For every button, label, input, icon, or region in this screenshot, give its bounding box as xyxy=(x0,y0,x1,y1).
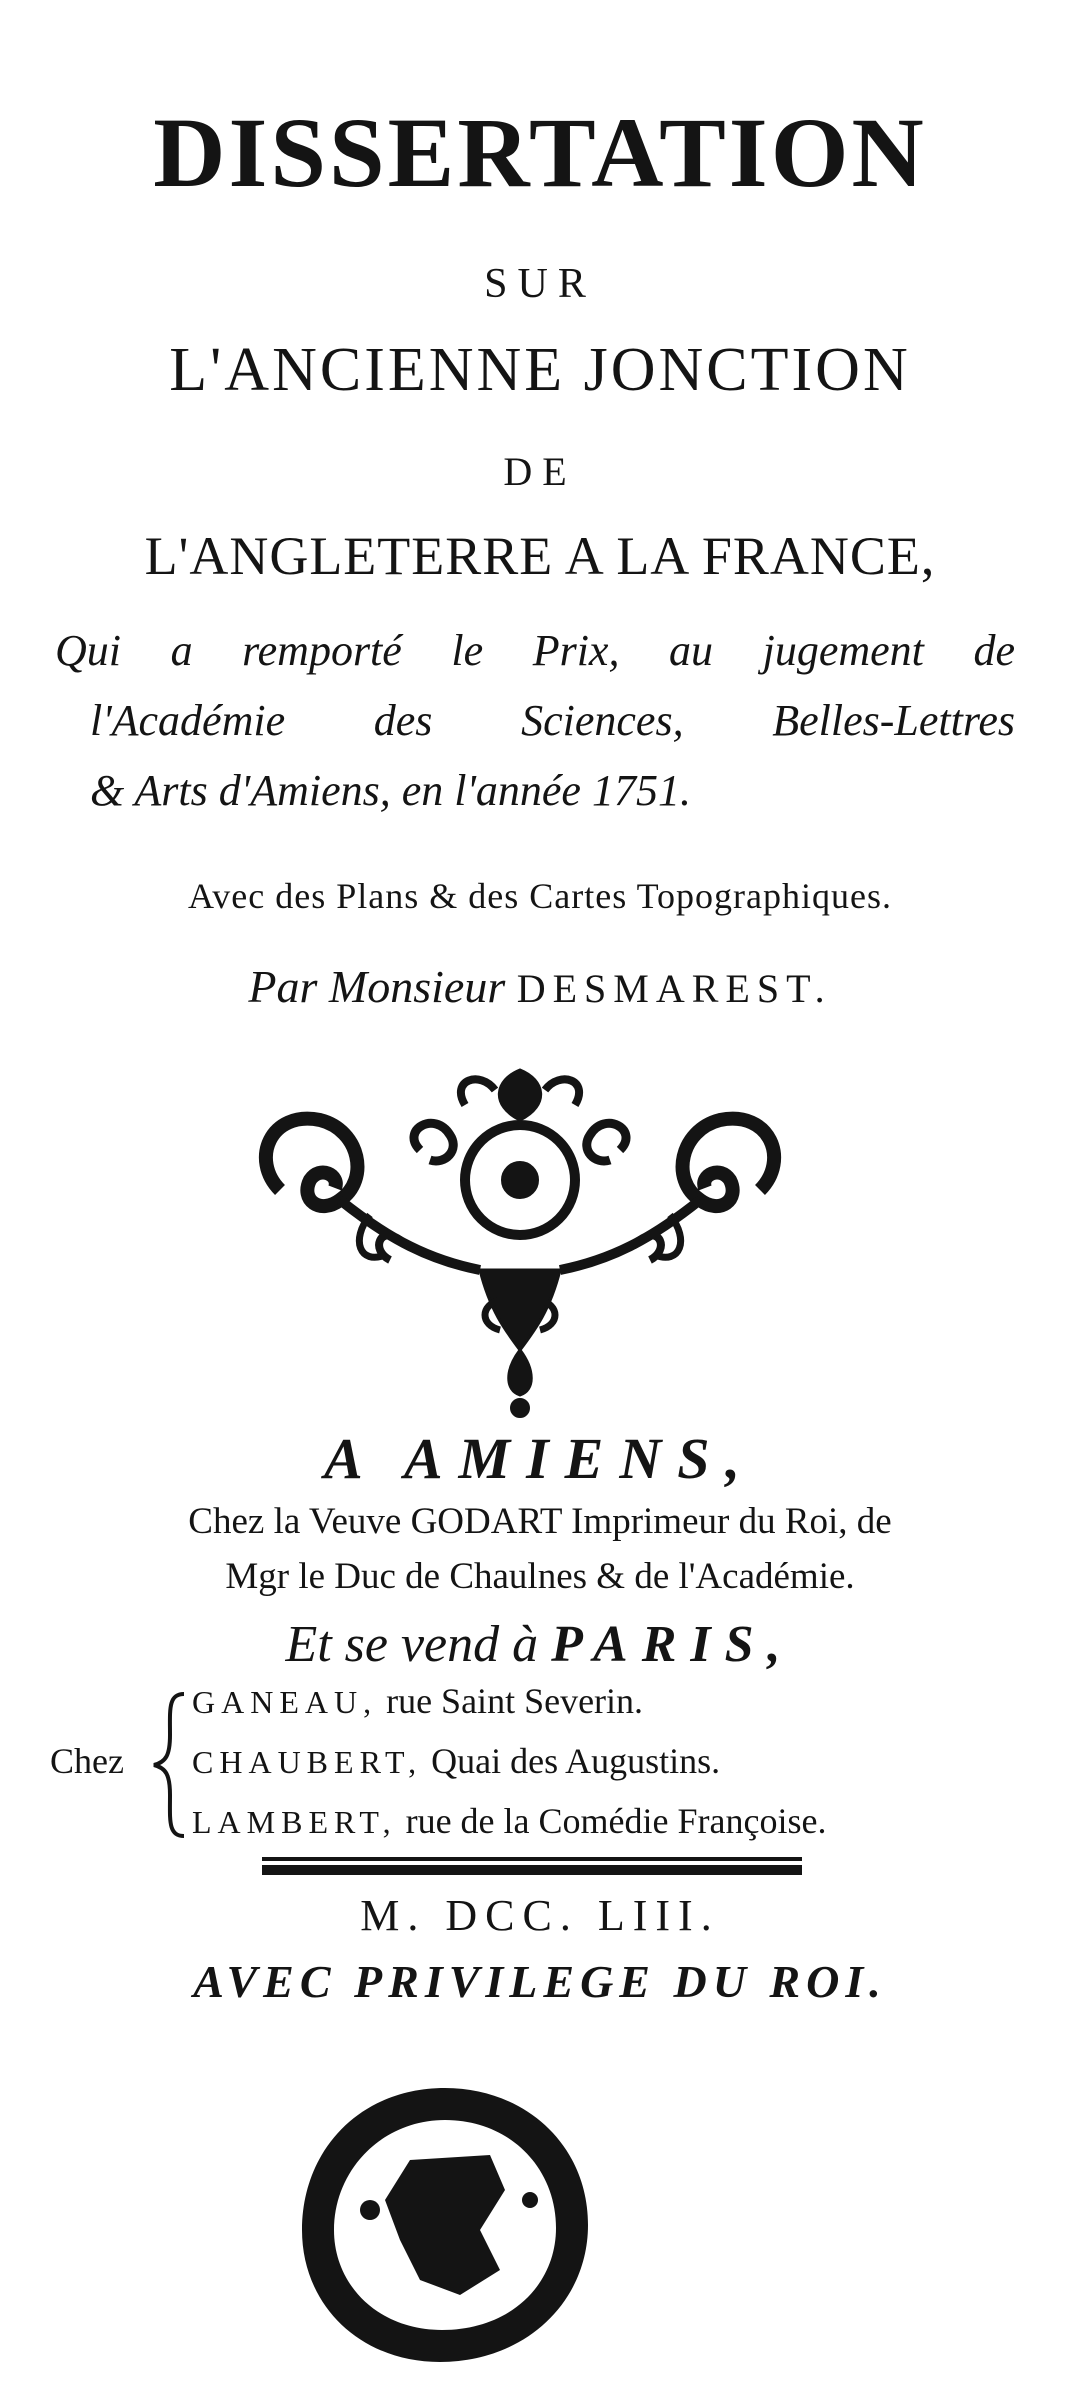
fleuron-ornament-icon xyxy=(250,1050,790,1430)
paris-city: PARIS, xyxy=(551,1616,795,1673)
author-line xyxy=(0,960,1080,1013)
author-name: DESMAREST. xyxy=(516,966,832,1011)
seller-address: rue Saint Severin. xyxy=(386,1681,644,1721)
paris-prefix: Et se vend à xyxy=(285,1616,539,1673)
seller-name: CHAUBERT, xyxy=(192,1744,423,1780)
seller-name: GANEAU, xyxy=(192,1684,378,1720)
publication-year: M. DCC. LIII. xyxy=(360,1891,720,1940)
subtitle-sur: SUR xyxy=(484,261,596,307)
seller-item xyxy=(192,1800,826,1842)
plans-note: Avec des Plans & des Cartes Topographiques. xyxy=(187,876,893,916)
prize-line-2: l'Académie des Sciences, Belles-Lettres xyxy=(90,696,1015,745)
imprint-city: A AMIENS, xyxy=(324,1426,756,1491)
seller-name: LAMBERT, xyxy=(192,1804,397,1840)
printer-line-1: Chez la Veuve GODART Imprimeur du Roi, de xyxy=(188,1501,892,1542)
privilege-line: AVEC PRIVILEGE DU ROI. xyxy=(193,1956,887,2007)
prize-line-3: & Arts d'Amiens, en l'année 1751. xyxy=(90,766,691,815)
page-title: DISSERTATION xyxy=(153,97,927,208)
author-prefix: Par Monsieur xyxy=(248,961,506,1012)
library-stamp-icon xyxy=(290,2080,600,2370)
seller-address: Quai des Augustins. xyxy=(431,1741,721,1781)
seller-address: rue de la Comédie Françoise. xyxy=(405,1801,827,1841)
paris-line xyxy=(0,1615,1080,1674)
subtitle-jonction: L'ANCIENNE JONCTION xyxy=(169,336,911,404)
subtitle-angleterre: L'ANGLETERRE A LA FRANCE, xyxy=(144,526,936,586)
brace-icon xyxy=(148,1690,188,1840)
seller-item xyxy=(192,1680,643,1722)
seller-item xyxy=(192,1740,720,1782)
printer-line-2: Mgr le Duc de Chaulnes & de l'Académie. xyxy=(225,1556,855,1597)
prize-line-1: Qui a remporté le Prix, au jugement de xyxy=(55,626,1015,675)
subtitle-de: DE xyxy=(503,449,577,494)
chez-label: Chez xyxy=(50,1741,124,1781)
double-rule-divider xyxy=(262,1855,802,1877)
